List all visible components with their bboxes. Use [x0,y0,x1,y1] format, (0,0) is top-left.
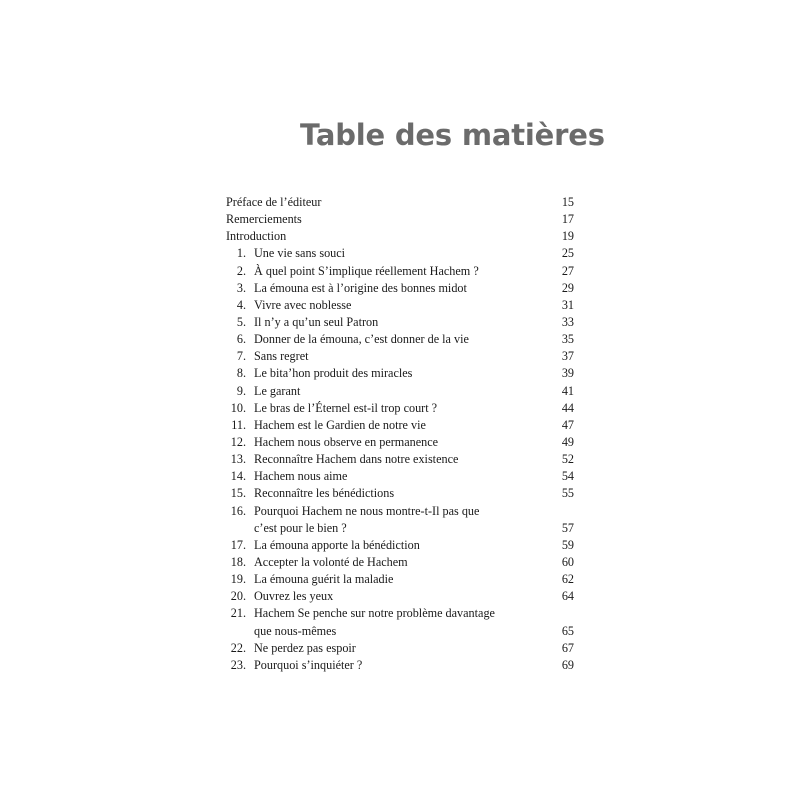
entry-page-number: 64 [561,589,574,604]
chapter-number: 15. [230,486,246,501]
entry-title: La émouna apporte la bénédiction [254,537,420,552]
entry-page-number: 49 [561,434,574,449]
entry-title: que nous-mêmes [254,623,337,638]
toc-entry [226,383,574,400]
entry-page-number: 59 [561,537,574,552]
entry-title: Reconnaître les bénédictions [254,486,395,501]
entry-title: La émouna guérit la maladie [254,572,394,587]
toc-entry [226,400,574,417]
toc-entry [226,588,574,605]
toc-entry [226,434,574,451]
entry-page-number: 19 [561,229,574,244]
entry-page-number: 39 [561,366,574,381]
entry-page-number: 55 [561,486,574,501]
toc-entry [226,451,574,468]
toc-entry [226,554,574,571]
toc-entry [226,194,574,211]
toc-entry [226,485,574,502]
toc-entry [226,468,574,485]
entry-page-number: 25 [561,246,574,261]
chapter-number: 18. [230,554,246,569]
toc-entry [226,571,574,588]
page-title: Table des matières [300,118,605,152]
entry-page-number: 67 [561,640,574,655]
toc-entry [226,503,574,520]
chapter-number: 16. [230,503,246,518]
entry-title: Sans regret [254,349,309,364]
entry-page-number: 33 [561,314,574,329]
toc-entry [226,314,574,331]
entry-title: Vivre avec noblesse [254,297,352,312]
chapter-number: 17. [230,537,246,552]
entry-page-number: 69 [561,657,574,672]
chapter-number: 8. [236,366,246,381]
entry-page-number: 47 [561,417,574,432]
chapter-number: 22. [230,640,246,655]
toc-entry [226,417,574,434]
chapter-number: 1. [236,246,246,261]
entry-page-number: 29 [561,280,574,295]
chapter-number: 19. [230,572,246,587]
entry-page-number: 15 [561,195,574,209]
toc-entry-continuation [226,623,574,640]
entry-title: Une vie sans souci [254,246,346,261]
entry-title: Hachem Se penche sur notre problème davantage [254,606,495,621]
entry-title: La émouna est à l’origine des bonnes midot [254,280,467,295]
chapter-number: 11. [231,417,246,432]
toc-entry [226,331,574,348]
entry-title: Donner de la émouna, c’est donner de la vie [254,332,469,347]
entry-page-number: 60 [561,554,574,569]
chapter-number: 4. [236,297,246,312]
entry-page-number: 54 [561,469,574,484]
toc-entry [226,228,574,245]
entry-title: Préface de l’éditeur [226,195,322,209]
entry-title: Pourquoi Hachem ne nous montre-t-Il pas que [254,503,480,518]
chapter-number: 21. [230,606,246,621]
entry-page-number: 27 [561,263,574,278]
entry-title: Hachem est le Gardien de notre vie [254,417,426,432]
entry-page-number: 35 [561,332,574,347]
chapter-number: 5. [236,314,246,329]
entry-page-number: 57 [561,520,574,535]
toc-entry [226,280,574,297]
toc-entry [226,348,574,365]
entry-title: Pourquoi s’inquiéter ? [254,657,363,672]
entry-page-number: 65 [561,623,574,638]
entry-title: Hachem nous aime [254,469,348,484]
chapter-number: 12. [230,434,246,449]
entry-page-number: 52 [561,452,574,467]
chapter-number: 3. [236,280,246,295]
entry-title: Hachem nous observe en permanence [254,434,439,449]
chapter-number: 20. [230,589,246,604]
entry-title: c’est pour le bien ? [254,520,347,535]
toc-entry [226,263,574,280]
toc-entry [226,657,574,674]
chapter-number: 6. [236,332,246,347]
chapter-number: 14. [230,469,246,484]
toc-entry [226,365,574,382]
table-of-contents [226,194,574,674]
chapter-number: 2. [236,263,246,278]
entry-page-number: 41 [561,383,574,398]
toc-entry [226,640,574,657]
toc-entry [226,211,574,228]
entry-title: Le bita’hon produit des miracles [254,366,413,381]
entry-title: Le bras de l’Éternel est-il trop court ? [254,400,438,415]
chapter-number: 7. [236,349,246,364]
entry-title: Ouvrez les yeux [254,589,334,604]
entry-page-number: 44 [561,400,574,415]
entry-title: Remerciements [226,212,302,227]
chapter-number: 13. [230,452,246,467]
chapter-number: 10. [230,400,246,415]
entry-page-number: 17 [561,212,574,227]
chapter-number: 23. [230,657,246,672]
entry-title: Introduction [226,229,287,244]
entry-title: Le garant [254,383,301,398]
entry-page-number: 62 [561,572,574,587]
chapter-number: 9. [236,383,246,398]
toc-entry [226,537,574,554]
toc-entry-continuation [226,520,574,537]
entry-title: Accepter la volonté de Hachem [254,554,408,569]
entry-title: Reconnaître Hachem dans notre existence [254,452,459,467]
entry-title: Il n’y a qu’un seul Patron [254,314,379,329]
entry-title: Ne perdez pas espoir [254,640,356,655]
toc-entry [226,297,574,314]
toc-entry [226,245,574,262]
entry-title: À quel point S’implique réellement Hachem ? [254,263,479,278]
toc-entry [226,605,574,622]
entry-page-number: 31 [561,297,574,312]
entry-page-number: 37 [561,349,574,364]
